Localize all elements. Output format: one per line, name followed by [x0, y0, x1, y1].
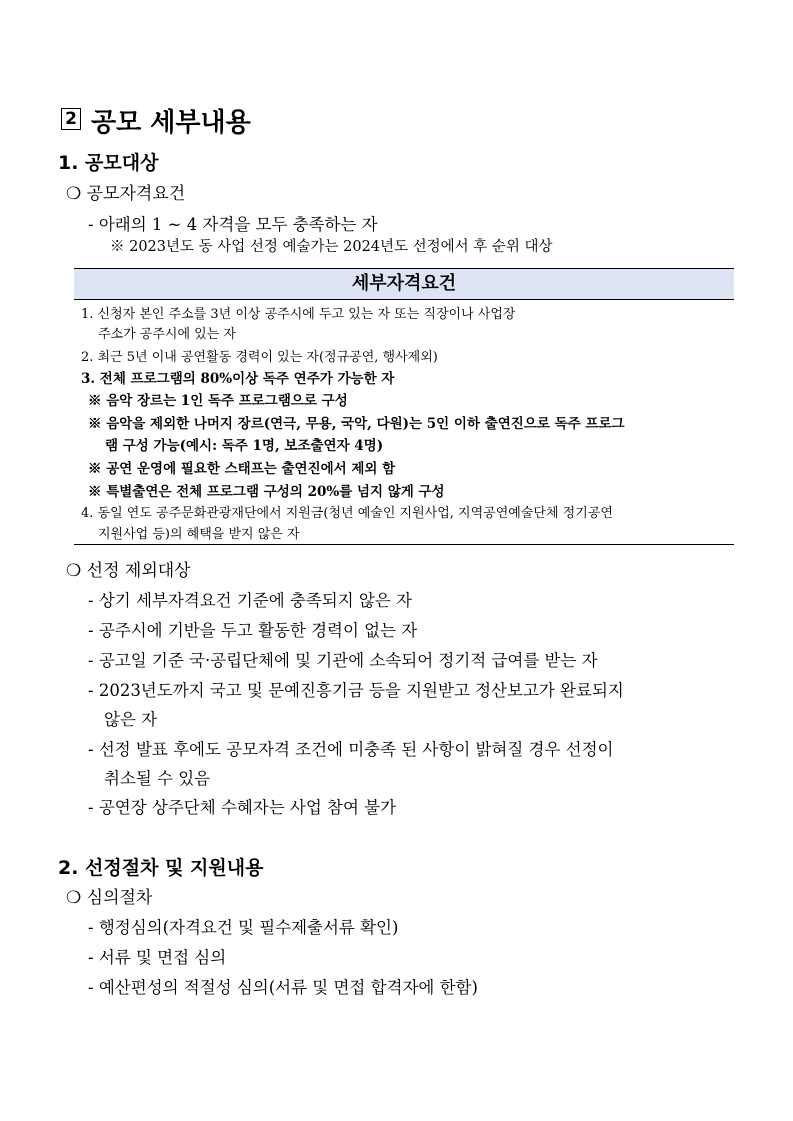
exclusion-item: - 공고일 기준 국·공립단체에 및 기관에 소속되어 정기적 급여를 받는 자: [88, 651, 598, 670]
requirement-1-line2: 주소가 공주시에 있는 자: [98, 327, 236, 342]
section-number-box: 2: [61, 108, 81, 130]
requirement-note-3: ※ 공연 운영에 필요한 스태프는 출연진에서 제외 함: [88, 461, 396, 477]
requirement-2: 2. 최근 5년 이내 공연활동 경력이 있는 자(정규공연, 행사제외): [81, 350, 438, 365]
requirement-note-4: ※ 특별출연은 전체 프로그램 구성의 20%를 넘지 않게 구성: [88, 484, 445, 500]
part1-heading: 1. 공모대상: [58, 152, 159, 174]
exclusion-item: - 공주시에 기반을 두고 활동한 경력이 없는 자: [88, 621, 418, 640]
exclusion-label: ❍ 선정 제외대상: [66, 561, 191, 581]
part2-heading: 2. 선정절차 및 지원내용: [58, 857, 264, 879]
requirements-table-header: 세부자격요건: [74, 269, 734, 300]
requirements-table: [74, 268, 734, 545]
requirement-note-2-line1: ※ 음악을 제외한 나머지 장르(연극, 무용, 국악, 다원)는 5인 이하 출연진으로 독주 프로그: [88, 416, 625, 432]
requirement-1-line1: 1. 신청자 본인 주소를 3년 이상 공주시에 두고 있는 자 또는 직장이나 사업장: [81, 307, 516, 322]
requirement-3: 3. 전체 프로그램의 80%이상 독주 연주가 가능한 자: [81, 371, 395, 387]
exclusion-item: - 공연장 상주단체 수혜자는 사업 참여 불가: [88, 798, 397, 817]
exclusion-item-continuation: 않은 자: [104, 710, 158, 729]
exclusion-item: - 상기 세부자격요건 기준에 충족되지 않은 자: [88, 591, 412, 610]
requirement-4-line1: 4. 동일 연도 공주문화관광재단에서 지원금(청년 예술인 지원사업, 지역공연예술단체 정기공연: [81, 506, 613, 521]
exclusion-item-continuation: 취소될 수 있음: [104, 769, 211, 788]
exclusion-item: - 2023년도까지 국고 및 문예진흥기금 등을 지원받고 정산보고가 완료되지: [88, 681, 624, 700]
qualification-rule: - 아래의 1 ~ 4 자격을 모두 충족하는 자: [88, 215, 378, 234]
requirement-4-line2: 지원사업 등)의 혜택을 받지 않은 자: [98, 527, 300, 542]
exclusion-item: - 선정 발표 후에도 공모자격 조건에 미충족 된 사항이 밝혀질 경우 선정이: [88, 740, 614, 759]
qualification-note: ※ 2023년도 동 사업 선정 예술가는 2024년도 선정에서 후 순위 대상: [110, 239, 553, 255]
review-item: - 서류 및 면접 심의: [88, 948, 227, 967]
review-label: ❍ 심의절차: [66, 888, 153, 908]
review-item: - 행정심의(자격요건 및 필수제출서류 확인): [88, 918, 399, 937]
review-item: - 예산편성의 적절성 심의(서류 및 면접 합격자에 한함): [88, 978, 478, 997]
requirement-note-1: ※ 음악 장르는 1인 독주 프로그램으로 구성: [88, 393, 348, 409]
section-title: 공모 세부내용: [91, 108, 251, 138]
requirement-note-2-line2: 램 구성 가능(예시: 독주 1명, 보조출연자 4명): [105, 438, 384, 454]
qualification-label: ❍ 공모자격요건: [66, 184, 186, 204]
